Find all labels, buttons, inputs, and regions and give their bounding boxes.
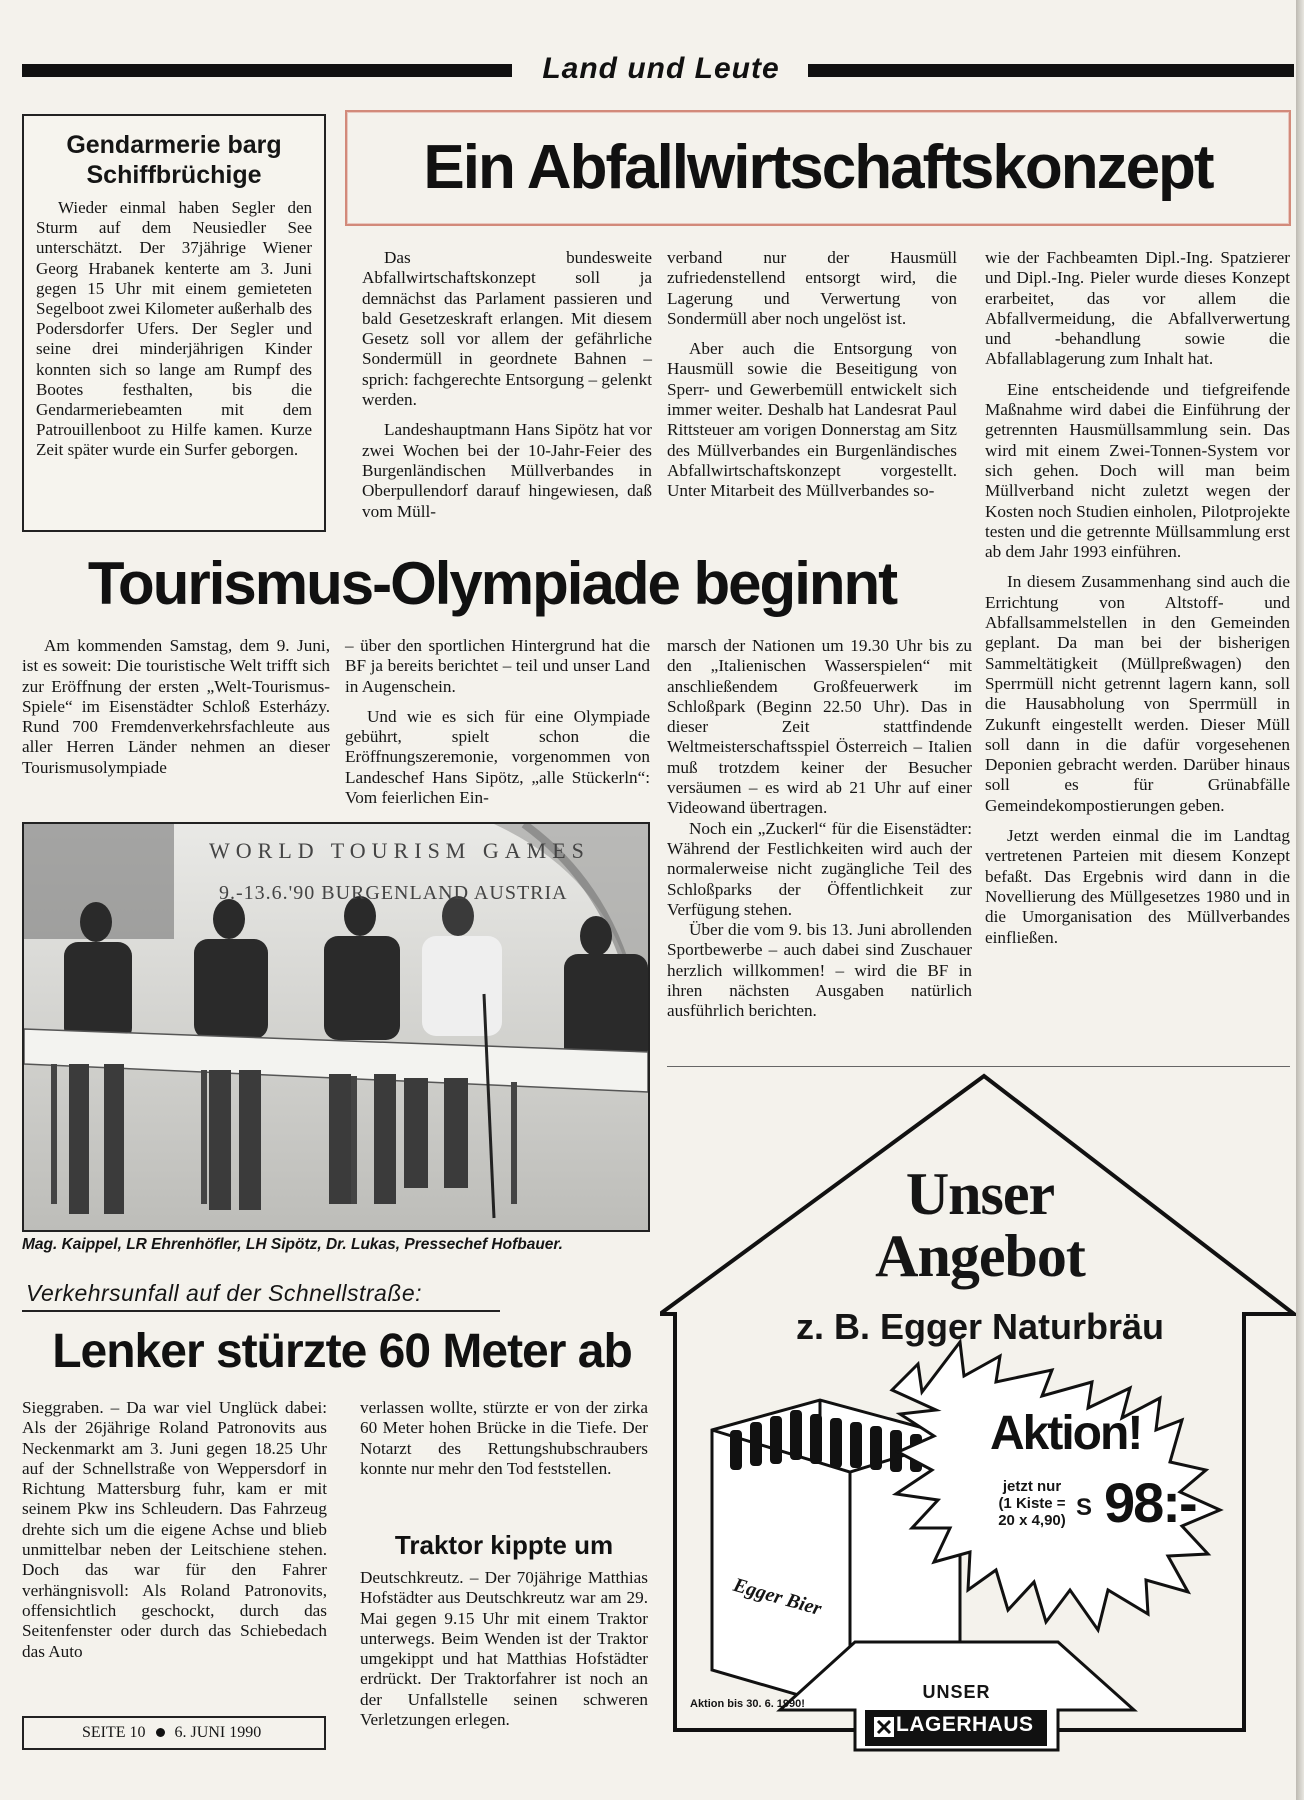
- section-rule-right: [808, 64, 1294, 77]
- article4-col: [360, 1568, 648, 1740]
- price-note-line3: 20 x 4,90): [998, 1512, 1066, 1529]
- paragraph: Jetzt werden einmal die im Landtag vertretenen Parteien mit diesem Konzept befaßt. Das Ergebnis wird dann in die Novellierung des Müllgesetzes 1980 und in die Umorganisation des Müllverbandes einfließen.: [985, 826, 1290, 947]
- headline-box: [345, 110, 1291, 226]
- article1-col3: [985, 248, 1290, 958]
- kicker-underline: [22, 1310, 500, 1312]
- footer-content: [24, 1718, 324, 1748]
- bullet-icon: [156, 1728, 165, 1737]
- article2-headline: Tourismus-Olympiade beginnt: [87, 550, 897, 617]
- price-note-line2: (1 Kiste =: [998, 1495, 1066, 1512]
- ad-price: 98:-: [1104, 1471, 1196, 1534]
- paragraph: – über den sportlichen Hintergrund hat die BF ja bereits berichtet – teil und unser Land in Augenschein.: [345, 636, 650, 696]
- paragraph: Eine entscheidende und tiefgreifende Maßnahme wird dabei die Einführung der getrennten Hausmüllsammlung sein. Das wird mit einem Zwei-Tonnen-System vor sich gehen. Doch will man beim Müllverband nicht zuletzt wegen der Kosten noch Studien einholen, Pilotprojekte testen und die getrennte Müllsammlung erst ab dem Jahr 1993 einführen.: [985, 379, 1290, 562]
- section-title: Land und Leute: [542, 52, 780, 85]
- page-edge: [1296, 0, 1304, 1800]
- ad-product: z. B. Egger Naturbräu: [795, 1306, 1165, 1347]
- paragraph: Deutschkreutz. – Der 70jährige Matthias Hofstädter aus Deutschkreutz war am 29. Mai gegen 9.15 Uhr mit einem Traktor unterwegs. Beim Wenden ist der Traktor umgekippt und hat Matthias Hofstädter erdrückt. Der Traktorfahrer ist noch an der Unfallstelle seinen schweren Verletzungen erlegen.: [360, 1568, 648, 1730]
- article2-col2: [345, 636, 650, 818]
- sidebar-title: Gendarmerie barg Schiffbrüchige: [66, 131, 282, 189]
- paragraph: wie der Fachbeamten Dipl.-Ing. Spatzierer und Dipl.-Ing. Pieler wurde dieses Konzept erarbeitet, das vor allem die Abfallvermeidung, die Abfallverwertung und -behandlung sowie die Abfallablagerung zum Inhalt hat.: [985, 248, 1290, 369]
- sidebar-paragraph: Wieder einmal haben Segler den Sturm auf dem Neusiedler See unterschätzt. Der 37jährige Wiener Georg Hrabanek kenterte am 3. Juni gegen 15 Uhr mit einem gemieteten Segelboot zwei Kilometer außerhalb des Podersdorfer Ufers. Der Segler und seine drei minderjährigen Kinder konnten sich so lange am Rumpf des Bootes festhalten, bis die Gendarmeriebeamten mit dem Patrouillenboot zu Hilfe kamen. Kurze Zeit später wurde ein Surfer geborgen.: [36, 198, 312, 460]
- paragraph: marsch der Nationen um 19.30 Uhr bis zu den „Italienischen Wasserspielen“ mit anschließendem Großfeuerwerk im Schloßpark (Beginn 22.50 Uhr). Das in dieser Zeit stattfindende Weltmeisterschaftsspiel Österreich – Italien muß trotzdem keiner der Besucher versäumen – es wird ab 21 Uhr auf einer Videowand übertragen.: [667, 636, 972, 818]
- paragraph: In diesem Zusammenhang sind auch die Errichtung von Altstoff- und Abfallsammelstellen in den Gemeinden geplant. Da man bei der bisherigen Sammeltätigkeit (Müllpreßwagen) den Sperrmüll nicht getrennt lagern kann, soll die Hausabholung von Sperrmüll in Zukunft eingestellt werden. Dieser Müll soll dann in die dafür vorgesehenen Deponien gebracht werden. Darüber hinaus soll es für Grünabfälle Gemeindekompostierungen geben.: [985, 572, 1290, 815]
- ad-burst-text: Aktion!: [990, 1407, 1142, 1460]
- advertisement: [660, 1070, 1300, 1770]
- paragraph: Über die vom 9. bis 13. Juni abrollenden Sportbewerbe – auch dabei sind Zuschauer herzlich willkommen! – wird die BF in ihren nächsten Ausgaben natürlich ausführlich berichten.: [667, 920, 972, 1021]
- article3-headline: Lenker stürzte 60 Meter ab: [52, 1325, 632, 1378]
- article4-headline: Traktor kippte um: [394, 1530, 614, 1560]
- article2-col3: [667, 636, 972, 1032]
- photo-banner-line1: WORLD TOURISM GAMES: [209, 838, 590, 863]
- photo-caption: Mag. Kaippel, LR Ehrenhöfler, LH Sipötz, Dr. Lukas, Pressechef Hofbauer.: [22, 1236, 563, 1253]
- ad-currency: S: [1076, 1494, 1093, 1521]
- article3-kicker: Verkehrsunfall auf der Schnellstraße:: [26, 1280, 423, 1306]
- paragraph: Am kommenden Samstag, dem 9. Juni, ist es soweit: Die touristische Welt trifft sich zur Eröffnung der ersten „Welt-Tourismus-Spiele“ im Eisenstädter Schloß Esterházy. Rund 700 Fremdenverkehrsfachleute aus aller Herren Länder nehmen an dieser Tourismusolympiade: [22, 636, 330, 777]
- article1-col2: [667, 248, 957, 512]
- lagerhaus-brand: LAGERHAUS: [896, 1713, 1034, 1736]
- article1-headline: Ein Abfallwirtschaftskonzept: [423, 133, 1213, 202]
- paragraph: Landeshauptmann Hans Sipötz hat vor zwei Wochen bei der 10-Jahr-Feier des Burgenländischen Müllverbandes in Oberpullendorf darauf hingewiesen, daß vom Müll-: [362, 420, 652, 521]
- page-footer: [22, 1716, 326, 1750]
- price-note-line1: jetzt nur: [1002, 1478, 1062, 1495]
- ad-line1: Unser: [905, 1161, 1055, 1227]
- article3-col2: [360, 1398, 648, 1489]
- paragraph: verband nur der Hausmüll zufriedenstellend entsorgt wird, die Lagerung und Verwertung von Sondermüll aber noch ungelöst ist.: [667, 248, 957, 328]
- ad-top-rule: [667, 1066, 1290, 1067]
- page-date: 6. JUNI 1990: [174, 1724, 262, 1741]
- section-rule-left: [22, 64, 512, 77]
- article1-col1: [362, 248, 652, 532]
- crate-label: Egger Bier: [730, 1573, 824, 1621]
- lagerhaus-top: UNSER: [922, 1682, 991, 1702]
- page-number: SEITE 10: [82, 1724, 146, 1741]
- ad-line2: Angebot: [875, 1223, 1085, 1289]
- paragraph: Sieggraben. – Da war viel Unglück dabei: Als der 26jährige Roland Patronovits aus Neckenmarkt am 3. Juni gegen 18.25 Uhr auf der Schnellstraße von Weppersdorf in Richtung Mattersburg fuhr, kam er mit seinem Pkw ins Schleudern. Das Fahrzeug drehte sich um die eigene Achse und blieb unmittelbar neben der Leitschiene stehen. Doch das war für den Fahrer verhängnisvoll: Als Roland Patronovits, offensichtlich geschockt, durch das Seitenfenster oder durch das Schiebedach das Auto: [22, 1398, 327, 1661]
- paragraph: Aber auch die Entsorgung von Hausmüll sowie die Beseitigung von Sperr- und Gewerbemüll entwickelt sich immer weiter. Deshalb hat Landesrat Paul Rittsteuer am vorigen Donnerstag am Sitz des Müllverbandes ein Burgenländisches Abfallwirtschaftskonzept vorgestellt. Unter Mitarbeit des Müllverbandes so-: [667, 339, 957, 501]
- sidebar-box: [22, 114, 326, 532]
- article3-col1: [22, 1398, 327, 1672]
- photo-banner-line2: 9.-13.6.'90 BURGENLAND AUSTRIA: [219, 882, 568, 904]
- paragraph: verlassen wollte, stürzte er von der zirka 60 Meter hohen Brücke in die Tiefe. Der Notarzt des Rettungshubschraubers konnte nur mehr den Tod feststellen.: [360, 1398, 648, 1478]
- ad-valid: Aktion bis 30. 6. 1990!: [690, 1698, 805, 1710]
- paragraph: Und wie es sich für eine Olympiade gebührt, spielt schon die Eröffnungszeremonie, vorgenommen von Landeschef Hans Sipötz, „alle Stückerln“: Vom feierlichen Ein-: [345, 706, 650, 808]
- press-photo: [22, 822, 650, 1232]
- sidebar-text: [36, 198, 312, 461]
- ad-price-note: [972, 1478, 1092, 1529]
- paragraph: Das bundesweite Abfallwirtschaftskonzept soll ja demnächst das Parlament passieren und bald Gesetzeskraft erlangen. Mit diesem Gesetz soll vor allem der gefährliche Sondermüll in geordnete Bahnen – sprich: fachgerechte Entsorgung – gelenkt werden.: [362, 248, 652, 410]
- article2-col1: [22, 636, 330, 788]
- paragraph: Noch ein „Zuckerl“ für die Eisenstädter: Während der Festlichkeiten wird auch der normalerweise nicht zugängliche Teil des Schloßparks der Öffentlichkeit zur Verfügung stehen.: [667, 818, 972, 919]
